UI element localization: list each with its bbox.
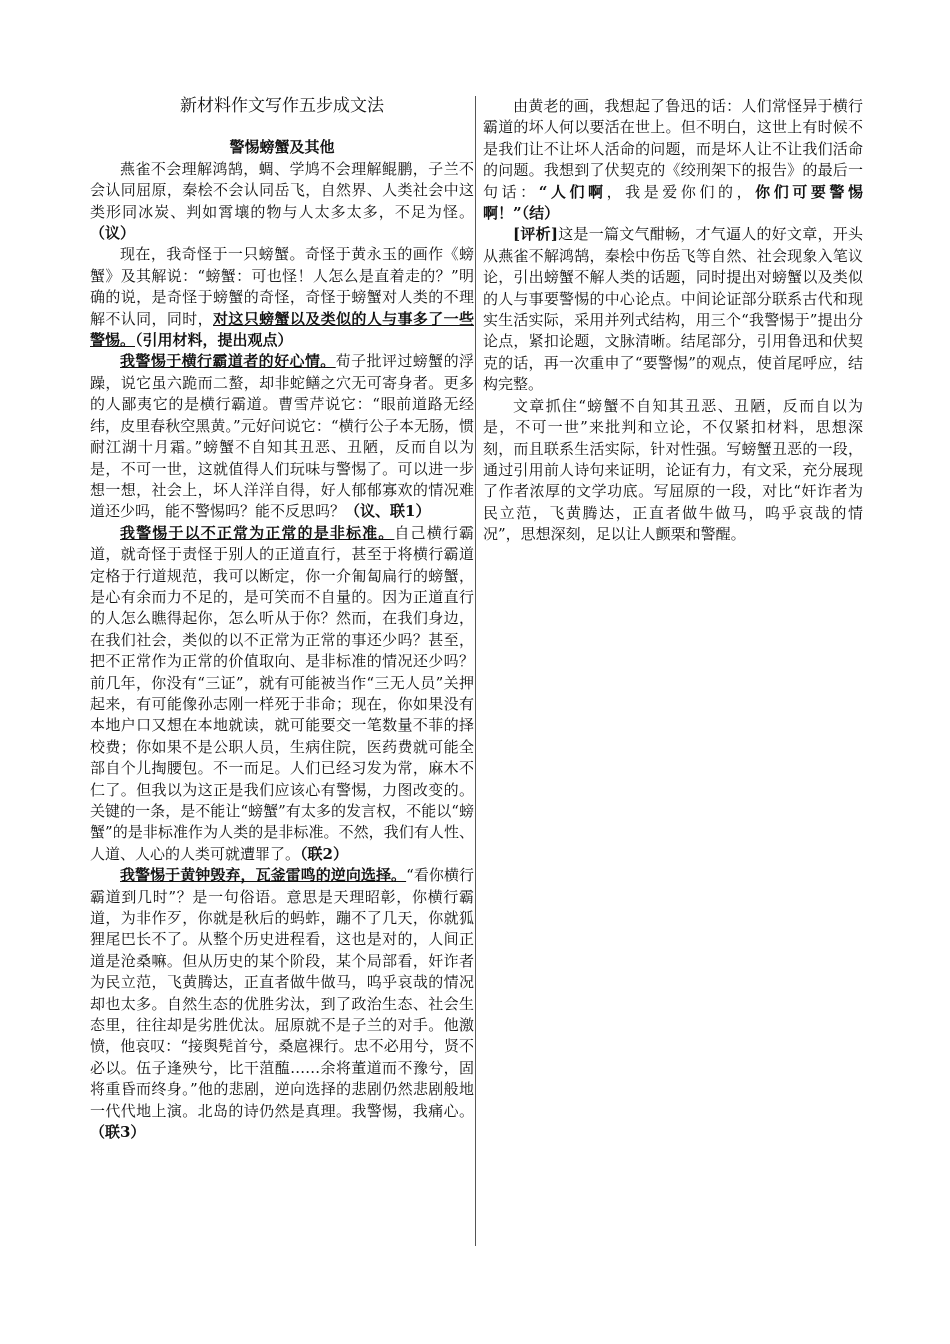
essay-paragraph-3 (90, 351, 474, 522)
paragraph-text: 荀子批评过螃蟹的浮躁，说它虽六跪而二螯，却非蛇鳝之穴无可寄身者。更多的人鄙夷它的是横行霸道。曹雪芹说它：“眼前道路无经纬，皮里春秋空黑黄。”元好问说它：“横行公子本无肠，惯耐江湖十月霜。”螃蟹不自知其丑恶、丑陋，反而自以为是，不可一世，这就值得人们玩味与警惕了。可以进一步想一想，社会上，坏人洋洋自得，好人郁郁寡欢的情况难道还少吗，能不警惕吗？能不反思吗？ (90, 352, 474, 521)
paragraph-text: “看你横行霸道到几时”？是一句俗语。意思是天理昭彰，你横行霸道，为非作歹，你就是秋后的蚂蚱，蹦不了几天，你就狐狸尾巴长不了。从整个历史进程看，这也是对的，人间正道是沧桑嘛。但从历史的某个阶段，某个局部看，奸诈者为民立范，飞黄腾达，正直者做牛做马，呜乎哀哉的情况却也太多。自然生态的优胜劣汰，到了政治生态、社会生态里，往往却是劣胜优汰。屈原就不是子兰的对手。他激愤，他哀叹：“接舆髡首兮，桑扈裸行。忠不必用兮，贤不必以。伍子逢殃兮，比干菹醢……余将董道而不豫兮，固将重昏而终身。”他的悲剧，逆向选择的悲剧仍然悲剧般地一代代地上演。北岛的诗仍然是真理。我警惕，我痛心。 (90, 866, 474, 1120)
page-title: 新材料作文写作五步成文法 (180, 96, 384, 116)
paragraph-tag: （联2） (300, 844, 348, 863)
paragraph-tag: （议） (90, 224, 136, 243)
sub-thesis-1: 我警惕于横行霸道者的好心情。 (120, 352, 336, 371)
paragraph-tag: （联3） (90, 1123, 146, 1142)
paragraph-text: 这是一篇文气酣畅，才气逼人的好文章，开头从燕雀不解鸿鹄，秦桧中伤岳飞等自然、社会现象入笔议论，引出螃蟹不解人类的话题，同时提出对螃蟹以及类似的人与事要警惕的中心论点。中间论证部分联系古代和现实生活实际，采用并列式结构，用三个“我警惕于”提出分论点，紧扣论题，文脉清晰。结尾部分，引用鲁迅和伏契克的话，再一次重申了“要警惕”的观点，使首尾呼应，结构完整。 (483, 225, 863, 394)
sub-thesis-3: 我警惕于黄钟毁弃，瓦釜雷鸣的逆向选择。 (120, 866, 407, 885)
comment-label: [评析] (513, 225, 558, 244)
left-column (90, 96, 474, 1144)
essay-heading: 警惕螃蟹及其他 (229, 138, 335, 157)
paragraph-text: 现在，我奇怪于一只螃蟹。奇怪于黄永玉的画作《螃蟹》及其解说：“螃蟹：可也怪！人怎么是直着走的？”明确的说，是奇怪于螃蟹的奇怪，奇怪于螃蟹对人类的不理解不认同，同时， (90, 245, 474, 328)
paragraph-tag: （结） (521, 204, 560, 223)
paragraph-text: 文章抓住“螃蟹不自知其丑恶、丑陋，反而自以为是，不可一世”来批判和立论，不仅紧扣材料，思想深刻，而且联系生活实际，针对性强。写螃蟹丑恶的一段，通过引用前人诗句来证明，论证有力，有文采，充分展现了作者浓厚的文学功底。写屈原的一段，对比“奸诈者为民立范，飞黄腾达，正直者做牛做马，呜乎哀哉的情况”，思想深刻，足以让人颤栗和警醒。 (483, 396, 863, 544)
column-divider (475, 96, 476, 1246)
essay-paragraph-6 (483, 96, 863, 224)
comment-paragraph-1 (483, 224, 863, 395)
quote-bold: “人们啊 (538, 182, 607, 201)
paragraph-tag: （议、联1） (345, 502, 431, 521)
essay-paragraph-5 (90, 865, 474, 1143)
paragraph-text: 由黄老的画，我想起了鲁迅的话：人们常怪异于横行霸道的坏人何以要活在世上。但不明白，这世上有时候不是我们让不让坏人活命的问题，而是坏人让不让我们活命的问题。我想到了伏契克的《绞刑架下的报告》的最后一句话： (483, 97, 863, 201)
essay-paragraph-1 (90, 159, 474, 245)
paragraph-text: 燕雀不会理解鸿鹄，蜩、学鸠不会理解鲲鹏，子兰不会认同屈原，秦桧不会认同岳飞，自然界、人类社会中这类形同冰炭、判如霄壤的物与人太多太多，不足为怪。 (90, 159, 474, 221)
paragraph-text: 自己横行霸道，就奇怪于责怪于别人的正道直行，甚至于将横行霸道定格于行道规范，我可以断定，你一介匍匐扁行的螃蟹，是心有余而力不足的，是可笑而不自量的。因为正道直行的人怎么瞧得起你，怎么听从于你？然而，在我们身边，在我们社会，类似的以不正常为正常的事还少吗？甚至，把不正常作为正常的价值取向、是非标准的情况还少吗？前几年，你没有“三证”，就有可能被当作“三无人员”关押起来，有可能像孙志刚一样死于非命；现在，你如果没有本地户口又想在本地就读，就可能要交一笔数量不菲的择校费；你如果不是公职人员，生病住院，医药费就可能全部自个儿掏腰包。不一而足。人们已经习发为常，麻木不仁了。但我以为这正是我们应该心有警惕，力图改变的。关键的一条，是不能让“螃蟹”有太多的发言权，不能以“螃蟹”的是非标准作为人类的是非标准。不然，我们有人性、人道、人心的人类可就遭罪了。 (90, 523, 474, 863)
sub-thesis-2: 我警惕于以不正常为正常的是非标准。 (120, 523, 395, 542)
essay-paragraph-2 (90, 244, 474, 351)
thesis-statement: 对这只螃蟹以及类似的人与事多了一些警惕。 (90, 309, 474, 350)
paragraph-text: ，我是爱你们的， (606, 182, 756, 201)
quote-bold: 你们可要警惕啊！” (483, 182, 863, 223)
comment-paragraph-2 (483, 396, 863, 546)
essay-paragraph-4 (90, 523, 474, 866)
paragraph-tag: （引用材料，提出观点） (135, 331, 293, 350)
right-column (483, 96, 863, 546)
